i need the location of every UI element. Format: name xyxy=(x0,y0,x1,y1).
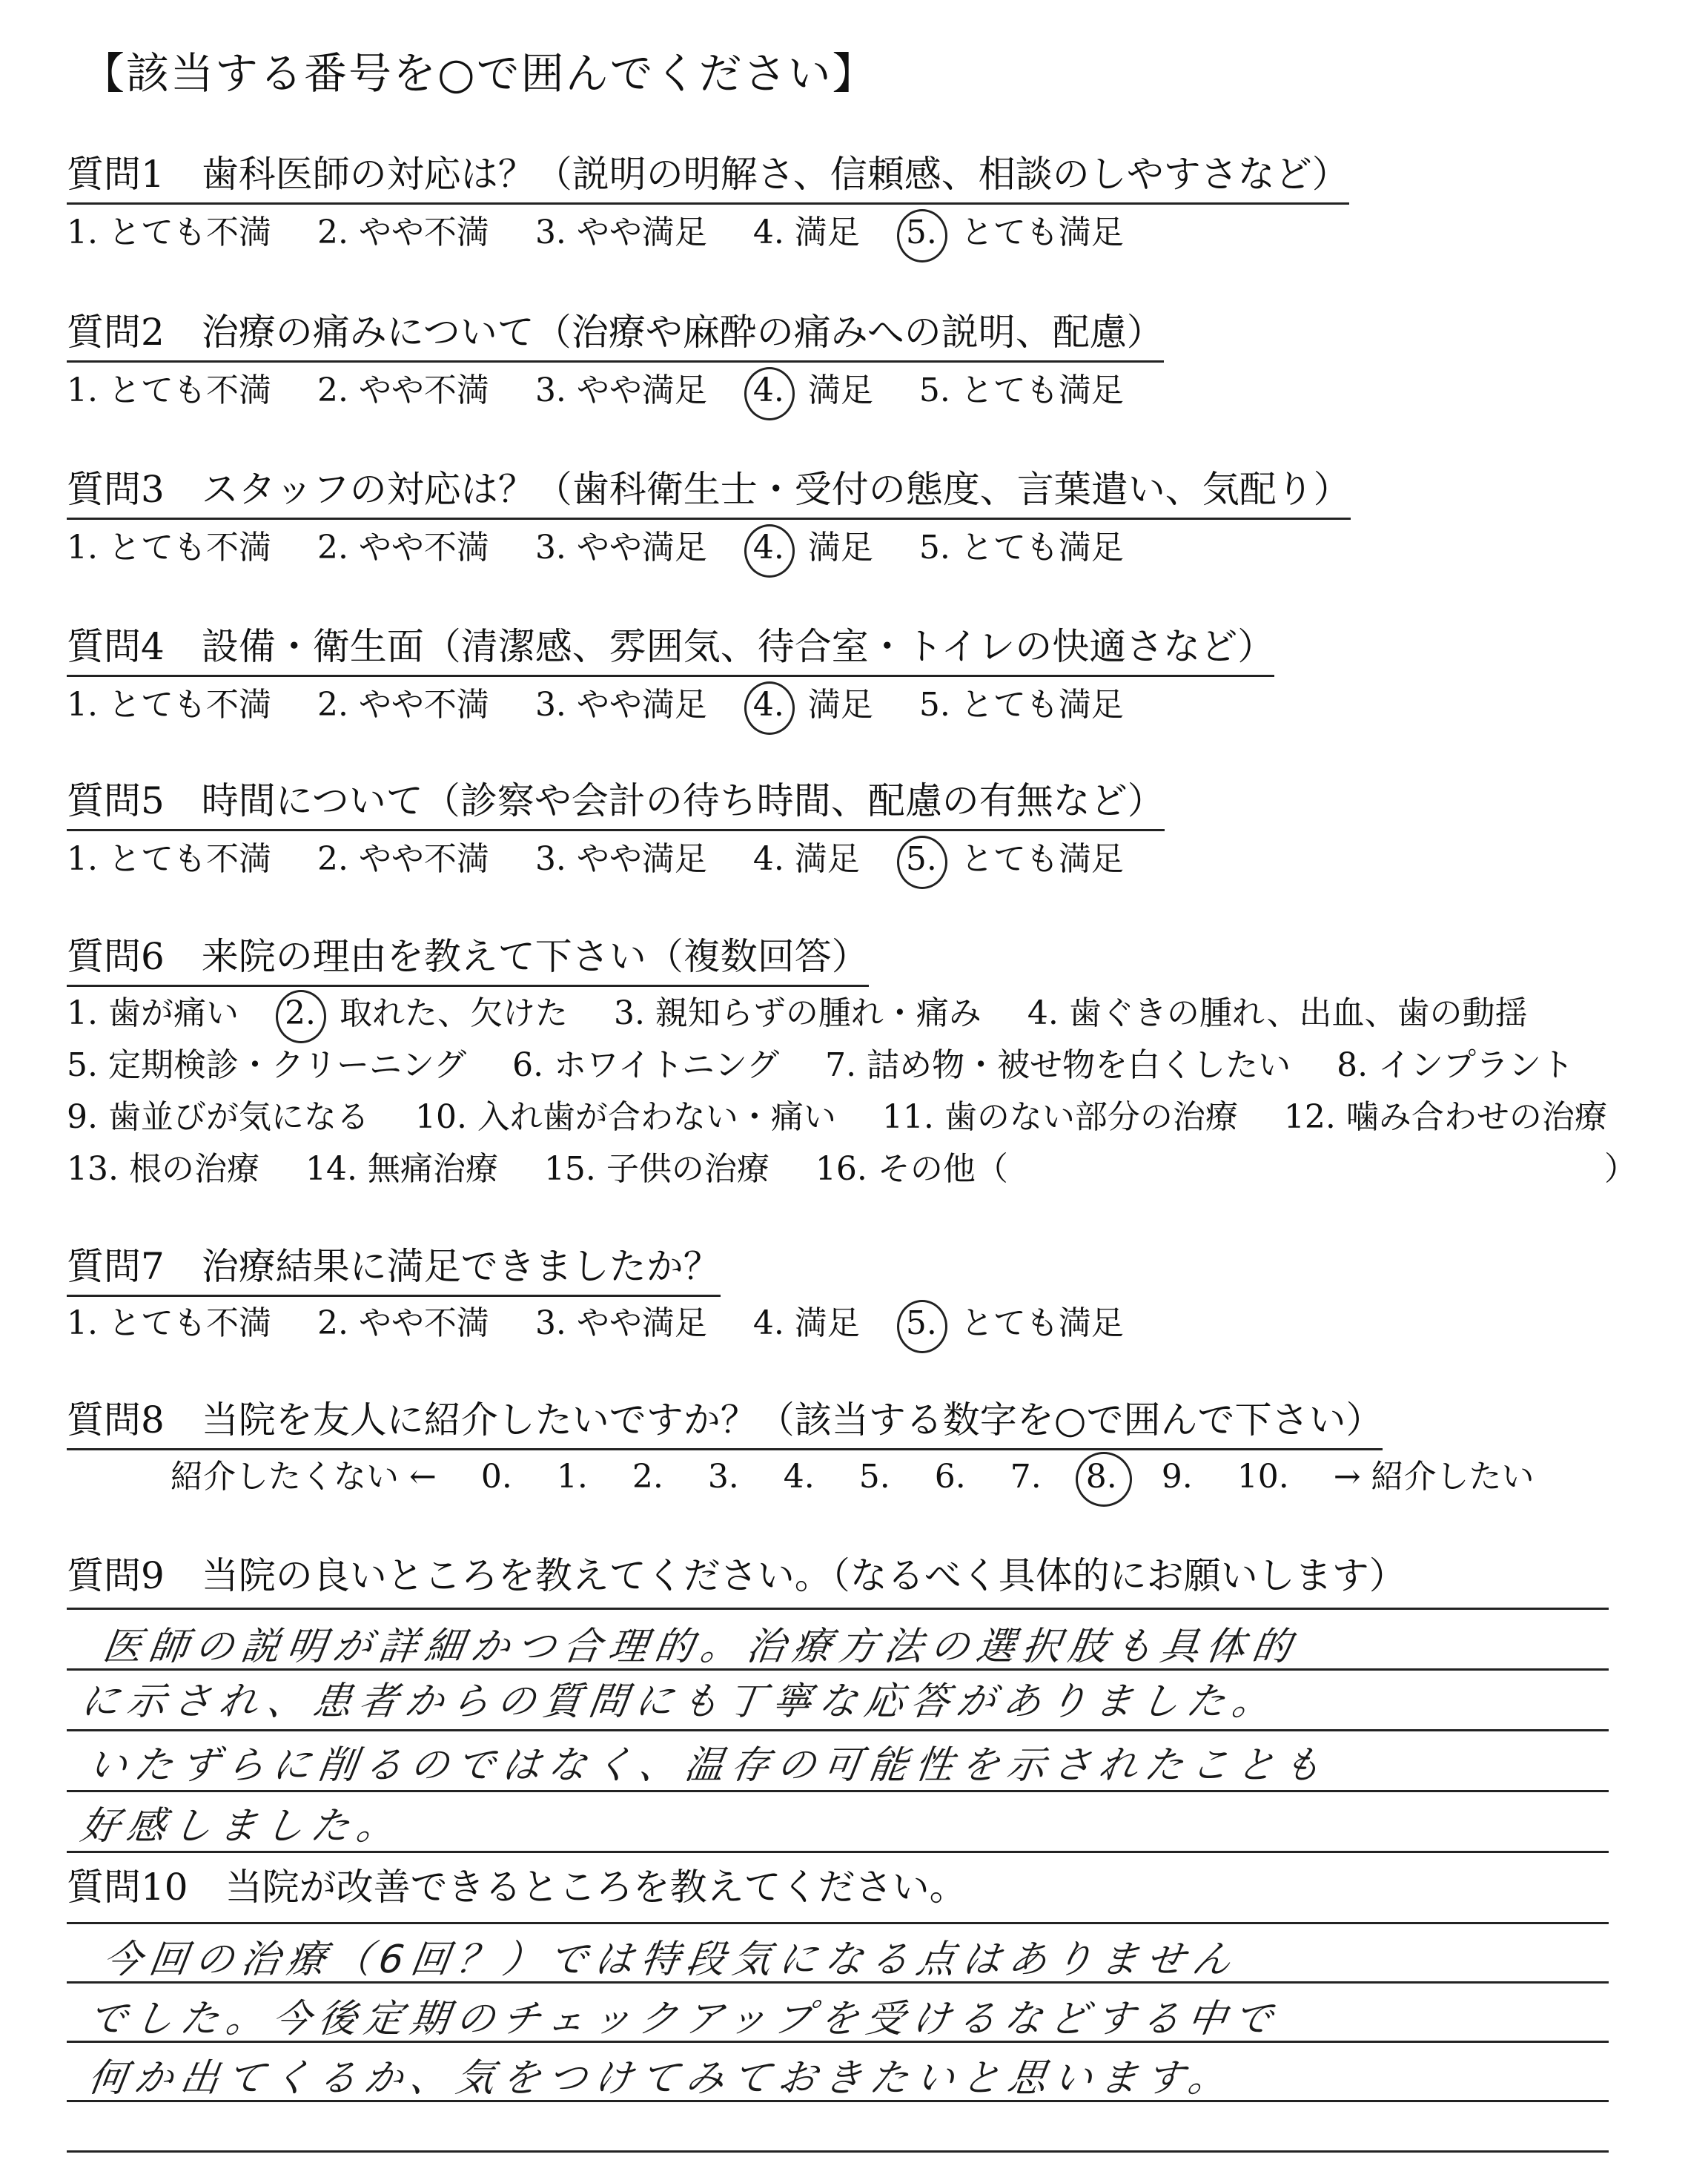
answer-rule xyxy=(67,1922,1609,1924)
option[interactable]: 2. やや不満 xyxy=(317,686,489,724)
scale-low-label: 紹介したくない ← xyxy=(171,1458,437,1496)
option[interactable]: 1. とても不満 xyxy=(67,686,271,724)
option[interactable]: 4. 満足 xyxy=(752,214,860,251)
question-7-options xyxy=(67,1296,1124,1344)
option-selected[interactable]: 5. xyxy=(905,214,937,251)
option-selected[interactable]: 4. xyxy=(752,529,784,567)
question-8-scale xyxy=(171,1450,1569,1497)
option[interactable]: 2. やや不満 xyxy=(317,371,489,409)
scale-option[interactable]: 9. xyxy=(1161,1458,1193,1496)
option-selected[interactable]: 4. xyxy=(752,371,784,409)
scale-option[interactable]: 10. xyxy=(1237,1458,1289,1496)
scale-option[interactable]: 3. xyxy=(707,1458,739,1496)
option-label: 満足 xyxy=(807,371,873,409)
option[interactable]: 6. ホワイトニング xyxy=(512,1046,780,1084)
question-5-options xyxy=(67,832,1124,879)
handwritten-answer-line: 今回の治療（6回？）では特段気になる点はありません xyxy=(100,1938,1242,1982)
scale-option[interactable]: 0. xyxy=(480,1458,512,1496)
option[interactable]: 2. やや不満 xyxy=(317,1304,489,1342)
option[interactable]: 15. 子供の治療 xyxy=(543,1150,769,1188)
scale-option[interactable]: 2. xyxy=(632,1458,663,1496)
option[interactable]: 14. 無痛治療 xyxy=(305,1150,498,1188)
answer-rule xyxy=(67,2150,1609,2153)
scale-option[interactable]: 6. xyxy=(934,1458,966,1496)
option[interactable]: 3. やや満足 xyxy=(534,686,707,724)
handwritten-answer-line: 医師の説明が詳細かつ合理的。治療方法の選択肢も具体的 xyxy=(100,1625,1302,1669)
scale-option[interactable]: 7. xyxy=(1010,1458,1042,1496)
question-6-line-1 xyxy=(67,986,1528,1034)
option[interactable]: 5. とても満足 xyxy=(918,686,1124,724)
option[interactable]: 4. 歯ぐきの腫れ、出血、歯の動揺 xyxy=(1027,994,1528,1032)
question-3-options xyxy=(67,521,1124,568)
option-other[interactable]: 16. その他（ xyxy=(815,1150,1008,1188)
option[interactable]: 9. 歯並びが気になる xyxy=(67,1098,369,1136)
option[interactable]: 2. やや不満 xyxy=(317,529,489,567)
option[interactable]: 5. とても満足 xyxy=(918,529,1124,567)
option[interactable]: 1. とても不満 xyxy=(67,214,271,251)
question-2-options xyxy=(67,363,1124,411)
scale-option[interactable]: 5. xyxy=(858,1458,890,1496)
question-6-line-3 xyxy=(67,1090,1607,1137)
option-selected[interactable]: 5. xyxy=(905,1304,937,1342)
question-1-title: 質問1 歯科医師の対応は？（説明の明解さ、信頼感、相談のしやすさなど） xyxy=(67,145,1349,205)
option[interactable]: 8. インプラント xyxy=(1337,1046,1575,1084)
option-selected[interactable]: 2. xyxy=(284,994,316,1032)
scale-option[interactable]: 4. xyxy=(783,1458,815,1496)
answer-rule xyxy=(67,1608,1609,1610)
handwritten-answer-line: 好感しました。 xyxy=(78,1804,406,1849)
question-5-title: 質問5 時間について（診察や会計の待ち時間、配慮の有無など） xyxy=(67,771,1165,831)
handwritten-answer-line: いたずらに削るのではなく、温存の可能性を示されたことも xyxy=(85,1743,1332,1788)
scale-option[interactable]: 1. xyxy=(556,1458,588,1496)
question-6-title: 質問6 来院の理由を教えて下さい（複数回答） xyxy=(67,927,869,987)
option[interactable]: 3. やや満足 xyxy=(534,1304,707,1342)
option[interactable]: 5. とても満足 xyxy=(918,371,1124,409)
option[interactable]: 1. とても不満 xyxy=(67,529,271,567)
option[interactable]: 4. 満足 xyxy=(752,1304,860,1342)
question-1-options xyxy=(67,205,1124,253)
handwritten-answer-line: でした。今後定期のチェックアップを受けるなどする中で xyxy=(85,1997,1283,2041)
question-3-title: 質問3 スタッフの対応は？（歯科衛生士・受付の態度、言葉遣い、気配り） xyxy=(67,460,1351,520)
answer-rule xyxy=(67,1790,1609,1792)
question-7-title: 質問7 治療結果に満足できましたか？ xyxy=(67,1237,721,1297)
option-label: 満足 xyxy=(807,686,873,724)
option[interactable]: 10. 入れ歯が合わない・痛い xyxy=(414,1098,836,1136)
handwritten-answer-line: に示され、患者からの質問にも丁寧な応答がありました。 xyxy=(78,1680,1282,1724)
option-label: とても満足 xyxy=(960,214,1124,251)
option[interactable]: 5. 定期検診・クリーニング xyxy=(67,1046,467,1084)
option-selected[interactable]: 4. xyxy=(752,686,784,724)
question-8-title: 質問8 当院を友人に紹介したいですか？（該当する数字を○で囲んで下さい） xyxy=(67,1390,1383,1450)
option-label: 取れた、欠けた xyxy=(339,994,568,1032)
question-10-title: 質問10 当院が改善できるところを教えてください。 xyxy=(67,1866,967,1909)
question-6-line-4 xyxy=(67,1142,1008,1189)
option[interactable]: 1. 歯が痛い xyxy=(67,994,239,1032)
option[interactable]: 1. とても不満 xyxy=(67,840,271,878)
option[interactable]: 4. 満足 xyxy=(752,840,860,878)
option[interactable]: 11. 歯のない部分の治療 xyxy=(881,1098,1238,1136)
option[interactable]: 3. やや満足 xyxy=(534,840,707,878)
option-selected[interactable]: 5. xyxy=(905,840,937,878)
option[interactable]: 3. 親知らずの腫れ・痛み xyxy=(613,994,982,1032)
option[interactable]: 7. 詰め物・被せ物を白くしたい xyxy=(825,1046,1291,1084)
option[interactable]: 2. やや不満 xyxy=(317,840,489,878)
option[interactable]: 3. やや満足 xyxy=(534,529,707,567)
question-4-options xyxy=(67,678,1124,725)
option[interactable]: 3. やや満足 xyxy=(534,371,707,409)
option[interactable]: 3. やや満足 xyxy=(534,214,707,251)
answer-rule xyxy=(67,1729,1609,1731)
option-label: とても満足 xyxy=(960,1304,1124,1342)
question-6-line-2 xyxy=(67,1038,1574,1086)
option[interactable]: 1. とても不満 xyxy=(67,371,271,409)
option[interactable]: 2. やや不満 xyxy=(317,214,489,251)
page-title: 【該当する番号を○で囲んでください】 xyxy=(82,48,877,99)
other-close-paren: ） xyxy=(1604,1150,1637,1188)
option[interactable]: 12. 噛み合わせの治療 xyxy=(1283,1098,1607,1136)
option-label: 満足 xyxy=(807,529,873,567)
question-2-title: 質問2 治療の痛みについて（治療や麻酔の痛みへの説明、配慮） xyxy=(67,303,1164,363)
question-9-title: 質問9 当院の良いところを教えてください。（なるべく具体的にお願いします） xyxy=(67,1554,1406,1597)
scale-high-label: → 紹介したい xyxy=(1333,1458,1535,1496)
option-label: とても満足 xyxy=(960,840,1124,878)
answer-rule xyxy=(67,1851,1609,1853)
handwritten-answer-line: 何か出てくるか、気をつけてみておきたいと思います。 xyxy=(85,2056,1238,2101)
option[interactable]: 1. とても不満 xyxy=(67,1304,271,1342)
option[interactable]: 13. 根の治療 xyxy=(67,1150,259,1188)
question-4-title: 質問4 設備・衛生面（清潔感、雰囲気、待合室・トイレの快適さなど） xyxy=(67,617,1274,677)
scale-option-selected[interactable]: 8. xyxy=(1085,1458,1117,1496)
